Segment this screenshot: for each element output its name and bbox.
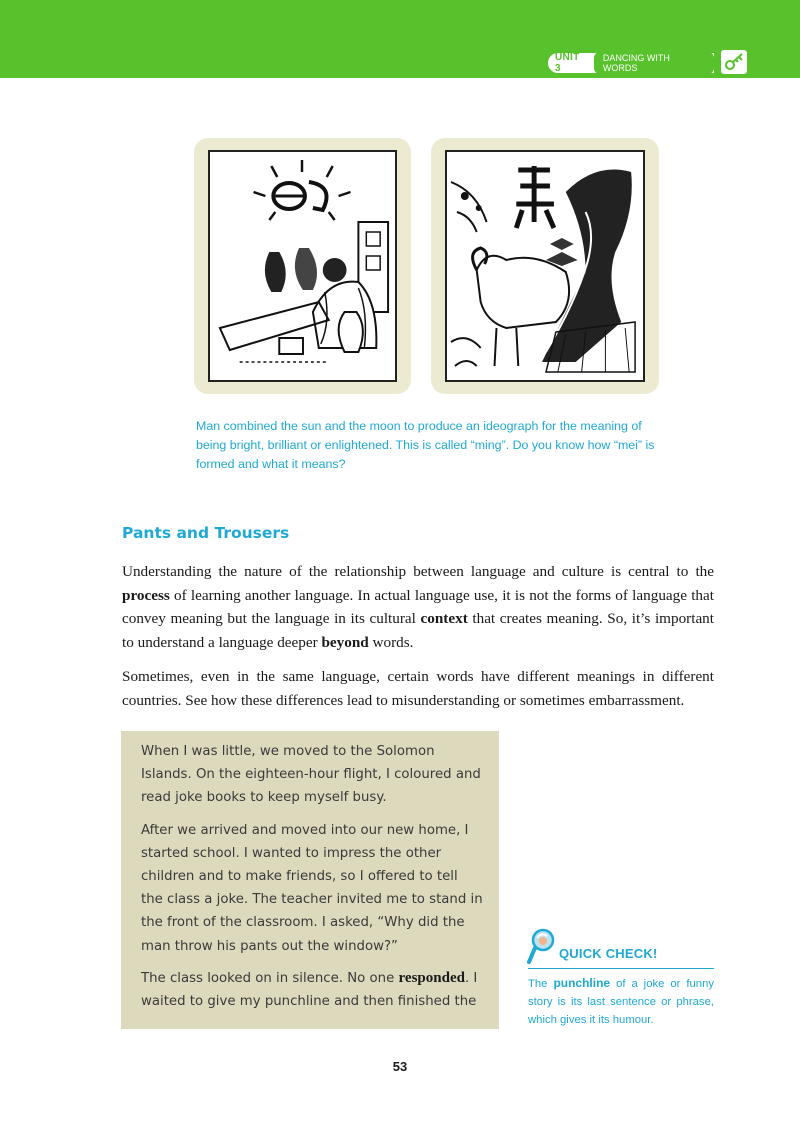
sun-moon-ideograph-illustration [194,138,411,394]
magnifier-icon [527,928,557,968]
quick-check-divider [528,968,714,969]
quick-check-text-part: The [528,978,554,990]
story-text: . I waited to give my punchline and then finished the [141,970,478,1010]
story-text: The class looked on in silence. No one [141,970,399,986]
page-number: 53 [392,1059,408,1074]
story-paragraph-2: After we arrived and moved into our new home, I started school. I wanted to impress the other children and to make friends, so I offered to tell the class a joke. The teacher invited me to stand in the front of the classroom. I asked, “Why did the man throw his pants out the window?” [141,822,483,954]
unit-tag [548,53,714,73]
illustration-caption: Man combined the sun and the moon to produce an ideograph for the meaning of being bright, brilliant or enlightened. This is called “ming”. Do you know how “mei” is formed and what it means? [196,419,655,471]
keyword-punchline: punchline [553,976,611,990]
paragraph-text: that creates meaning. So, it’s important to understand a language deeper [122,610,714,651]
keyword-beyond: beyond [321,633,369,651]
story-paragraph-3 [141,967,483,1013]
keyword-process: process [122,586,170,604]
paragraph-text: Understanding the nature of the relationship between language and culture is central to the [122,563,714,580]
story-paragraph-1: When I was little, we moved to the Solomon Islands. On the eighteen-hour flight, I coloured and read joke books to keep myself busy. [141,744,481,806]
story-box [121,731,499,1029]
quick-check-text [528,974,714,1029]
body-paragraph-1 [122,560,714,654]
key-tool-icon [719,48,749,76]
quick-check-title: QUICK CHECK! [559,946,658,961]
unit-name: DANCING WITH WORDS [594,52,714,74]
paragraph-text: of learning another language. In actual language use, it is not the forms of language that convey meaning but the language in its cultural [122,586,714,627]
goat-beauty-ideograph-illustration [431,138,659,394]
keyword-responded: responded [398,969,465,986]
body-paragraph-2: Sometimes, even in the same language, certain words have different meanings in different countries. See how these differences lead to misunderstanding or sometimes embarrassment. [122,668,714,709]
section-title: Pants and Trousers [122,524,290,542]
keyword-context: context [420,610,468,627]
unit-label: UNIT 3 [555,52,580,74]
paragraph-text: words. [368,633,414,651]
quick-check-text-part: of a joke or funny story is its last sentence or phrase, which gives it its humour. [528,978,714,1026]
